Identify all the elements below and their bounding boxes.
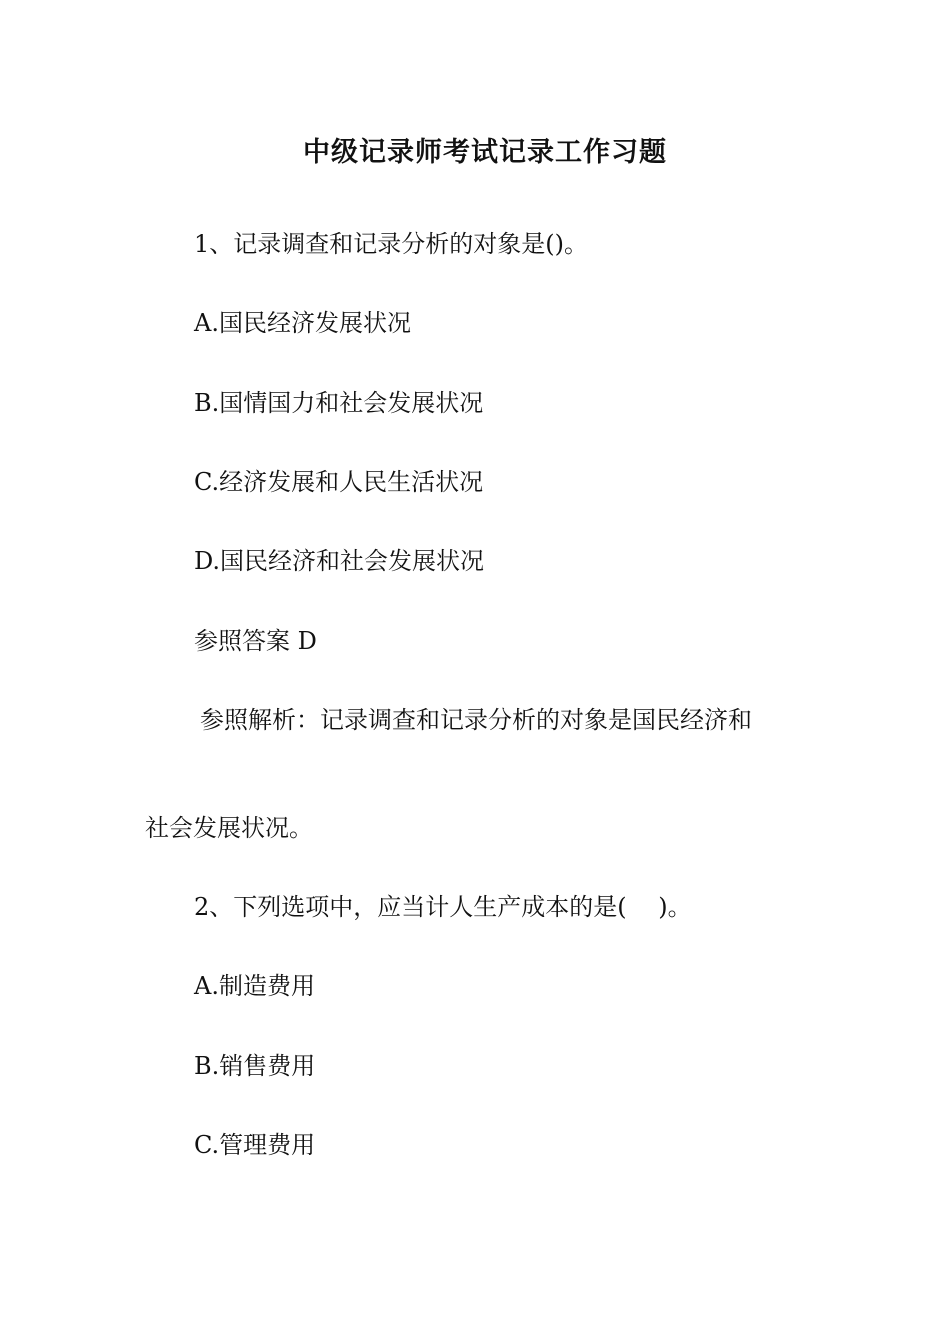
question-1-analysis-line-2: 社会发展状况。 <box>145 814 313 842</box>
question-2-stem: 2、下列选项中，应当计人生产成本的是( )。 <box>194 893 692 921</box>
question-1-analysis-line-1: 参照解析：记录调查和记录分析的对象是国民经济和 <box>200 706 752 734</box>
question-2-option-b: B.销售费用 <box>194 1052 316 1080</box>
question-1-option-c: C.经济发展和人民生活状况 <box>194 468 484 496</box>
question-1-option-a: A.国民经济发展状况 <box>194 309 411 337</box>
question-2-option-c: C.管理费用 <box>194 1131 316 1159</box>
question-1-stem: 1、记录调查和记录分析的对象是()。 <box>194 230 588 258</box>
question-1-option-b: B.国情国力和社会发展状况 <box>194 389 484 417</box>
question-1-option-d: D.国民经济和社会发展状况 <box>194 547 485 575</box>
question-1-answer: 参照答案 D <box>194 627 317 655</box>
question-2-option-a: A.制造费用 <box>194 972 315 1000</box>
document-title: 中级记录师考试记录工作习题 <box>303 137 667 168</box>
